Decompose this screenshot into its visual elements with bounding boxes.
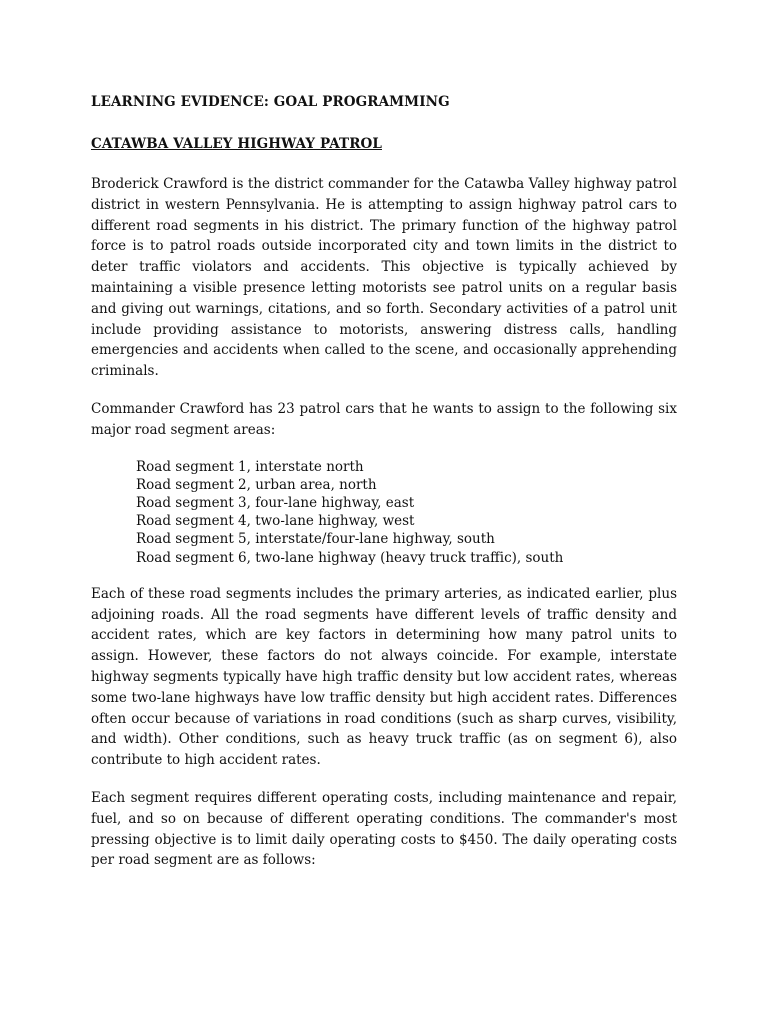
document-subheading: CATAWBA VALLEY HIGHWAY PATROL bbox=[91, 136, 382, 152]
list-item: Road segment 1, interstate north bbox=[136, 458, 364, 475]
list-item: Road segment 6, two-lane highway (heavy truck traffic), south bbox=[136, 549, 564, 566]
paragraph-patrol-cars: Commander Crawford has 23 patrol cars that he wants to assign to the following six major road segment areas: bbox=[91, 400, 677, 438]
paragraph-intro: Broderick Crawford is the district commander for the Catawba Valley highway patrol district in western Pennsylvania. He is attempting to assign highway patrol cars to different road segments in his district. The primary function of the highway patrol force is to patrol roads outside incorporated city and town limits in the district to deter traffic violators and accidents. This objective is typically achieved by maintaining a visible presence letting motorists see patrol units on a regular basis and giving out warnings, citations, and so forth. Secondary activities of a patrol unit include providing assistance to motorists, answering distress calls, handling emergencies and accidents when called to the scene, and occasionally apprehending criminals. bbox=[91, 176, 677, 380]
paragraph-operating-costs: Each segment requires different operating costs, including maintenance and repair, fuel, and so on because of different operating conditions. The commander's most pressing objective is to limit daily operating costs to $450. The daily operating costs per road segment are as follows: bbox=[91, 789, 677, 869]
list-item: Road segment 2, urban area, north bbox=[136, 476, 377, 493]
list-item: Road segment 5, interstate/four-lane highway, south bbox=[136, 531, 495, 548]
paragraph-traffic-density: Each of these road segments includes the primary arteries, as indicated earlier, plus adjoining roads. All the road segments have different levels of traffic density and accident rates, which are key factors in determining how many patrol units to assign. However, these factors do not always coincide. For example, interstate highway segments typically have high traffic density but low accident rates, whereas some two-lane highways have low traffic density but high accident rates. Differences often occur because of variations in road conditions (such as sharp curves, visibility, and width). Other conditions, such as heavy truck traffic (as on segment 6), also contribute to high accident rates. bbox=[91, 585, 677, 769]
road-segment-list bbox=[91, 458, 677, 567]
document-heading: LEARNING EVIDENCE: GOAL PROGRAMMING bbox=[91, 94, 450, 110]
document-content bbox=[91, 92, 677, 888]
list-item: Road segment 4, two-lane highway, west bbox=[136, 513, 415, 530]
list-item: Road segment 3, four-lane highway, east bbox=[136, 494, 415, 511]
